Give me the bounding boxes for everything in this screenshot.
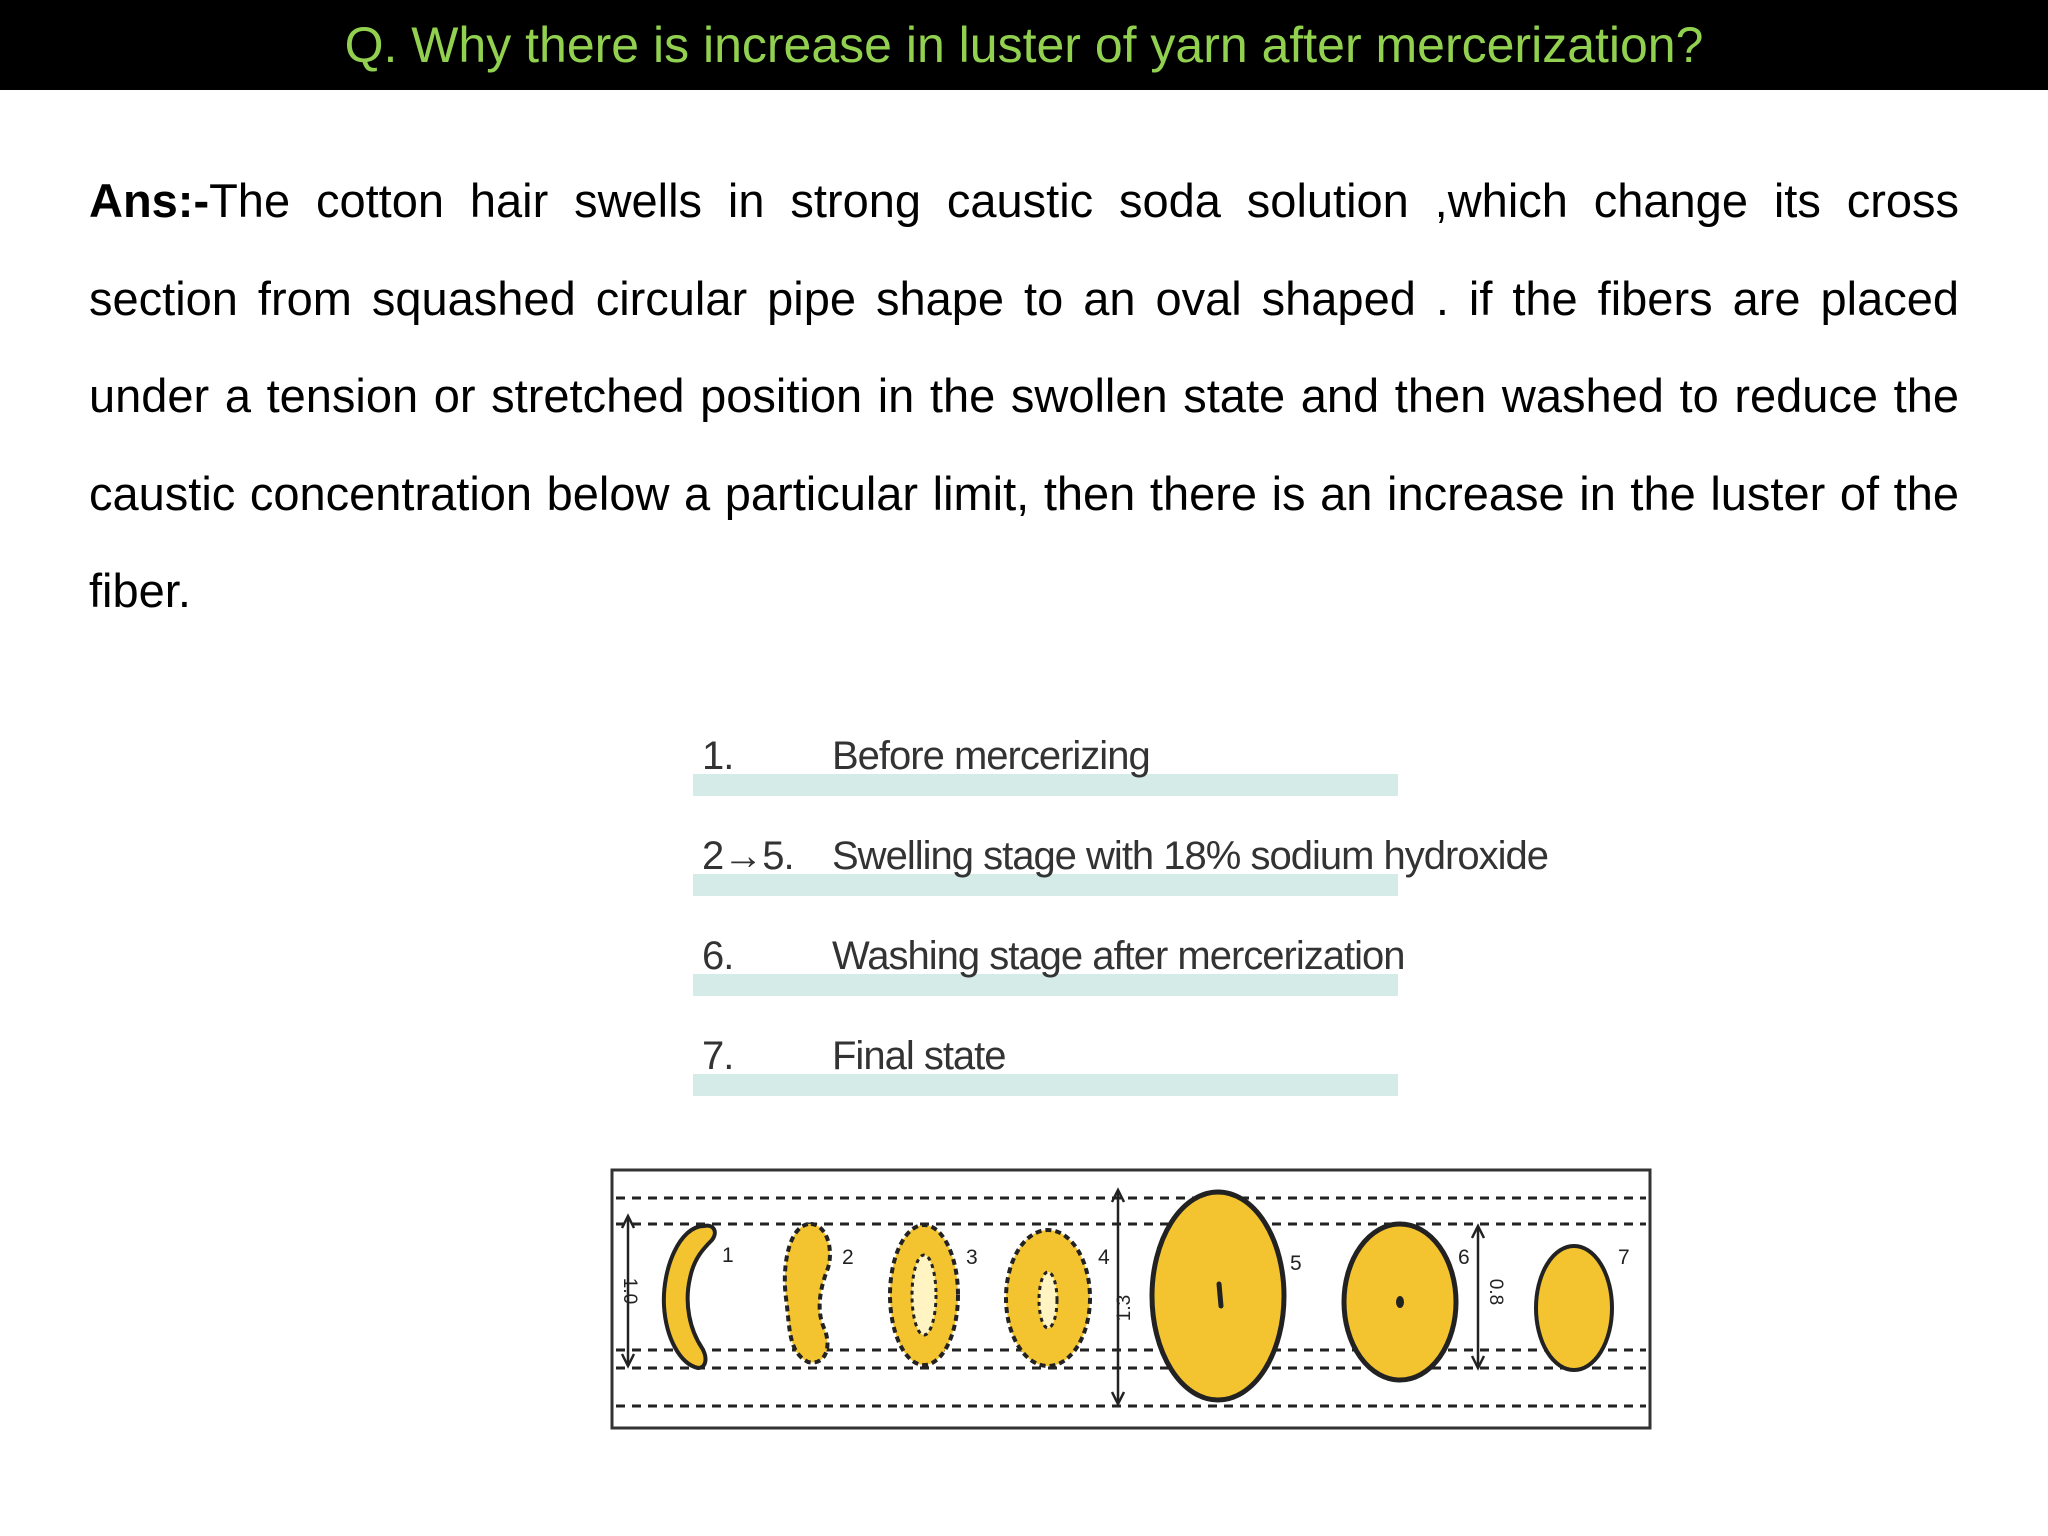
legend-strip bbox=[693, 1074, 1398, 1096]
dimension-label-final: 0.8 bbox=[1485, 1278, 1506, 1306]
legend-number: 6. bbox=[702, 934, 734, 978]
legend-text: Before mercerizing bbox=[832, 734, 1150, 778]
legend-number: 7. bbox=[702, 1034, 734, 1078]
stage-legend bbox=[690, 730, 1610, 1130]
legend-row bbox=[690, 1030, 1610, 1130]
legend-row bbox=[690, 730, 1610, 830]
legend-text: Final state bbox=[832, 1034, 1006, 1078]
legend-row bbox=[690, 830, 1610, 930]
title-bar bbox=[0, 0, 2048, 90]
fiber-stage-4-lumen bbox=[1039, 1272, 1057, 1328]
legend-text: Washing stage after mercerization bbox=[832, 934, 1405, 978]
legend-text: Swelling stage with 18% sodium hydroxide bbox=[832, 834, 1548, 878]
stage-label-4: 4 bbox=[1098, 1246, 1110, 1269]
answer-label: Ans:- bbox=[89, 174, 210, 227]
dimension-label-swollen: 1.3 bbox=[1114, 1294, 1135, 1322]
dimension-label-start: 1.0 bbox=[619, 1277, 640, 1305]
stage-label-2: 2 bbox=[842, 1246, 854, 1269]
question-title: Q. Why there is increase in luster of yarn after mercerization? bbox=[344, 17, 1704, 73]
legend-number: 1. bbox=[702, 734, 734, 778]
stage-label-1: 1 bbox=[722, 1244, 734, 1267]
answer-paragraph bbox=[89, 152, 1959, 640]
stage-label-6: 6 bbox=[1458, 1246, 1470, 1269]
stage-label-3: 3 bbox=[966, 1246, 978, 1269]
legend-row bbox=[690, 930, 1610, 1030]
fiber-cross-section-diagram bbox=[610, 1168, 1652, 1434]
fiber-stage-3-lumen bbox=[912, 1255, 936, 1335]
answer-text: The cotton hair swells in strong caustic soda solution ,which change its cross section from squashed circular pipe shape to an oval shaped . if the fibers are placed under a tension or stretched position in the swollen state and then washed to reduce the caustic concentration below a particular limit, then there is an increase in the luster of the fiber. bbox=[89, 174, 1959, 617]
fiber-stage-7 bbox=[1536, 1246, 1612, 1370]
stage-label-5: 5 bbox=[1290, 1252, 1302, 1275]
fiber-stage-5-lumen bbox=[1219, 1284, 1221, 1306]
legend-number: 2→5. bbox=[702, 834, 794, 878]
stage-label-7: 7 bbox=[1618, 1246, 1630, 1269]
fiber-stage-6-lumen bbox=[1396, 1296, 1404, 1308]
